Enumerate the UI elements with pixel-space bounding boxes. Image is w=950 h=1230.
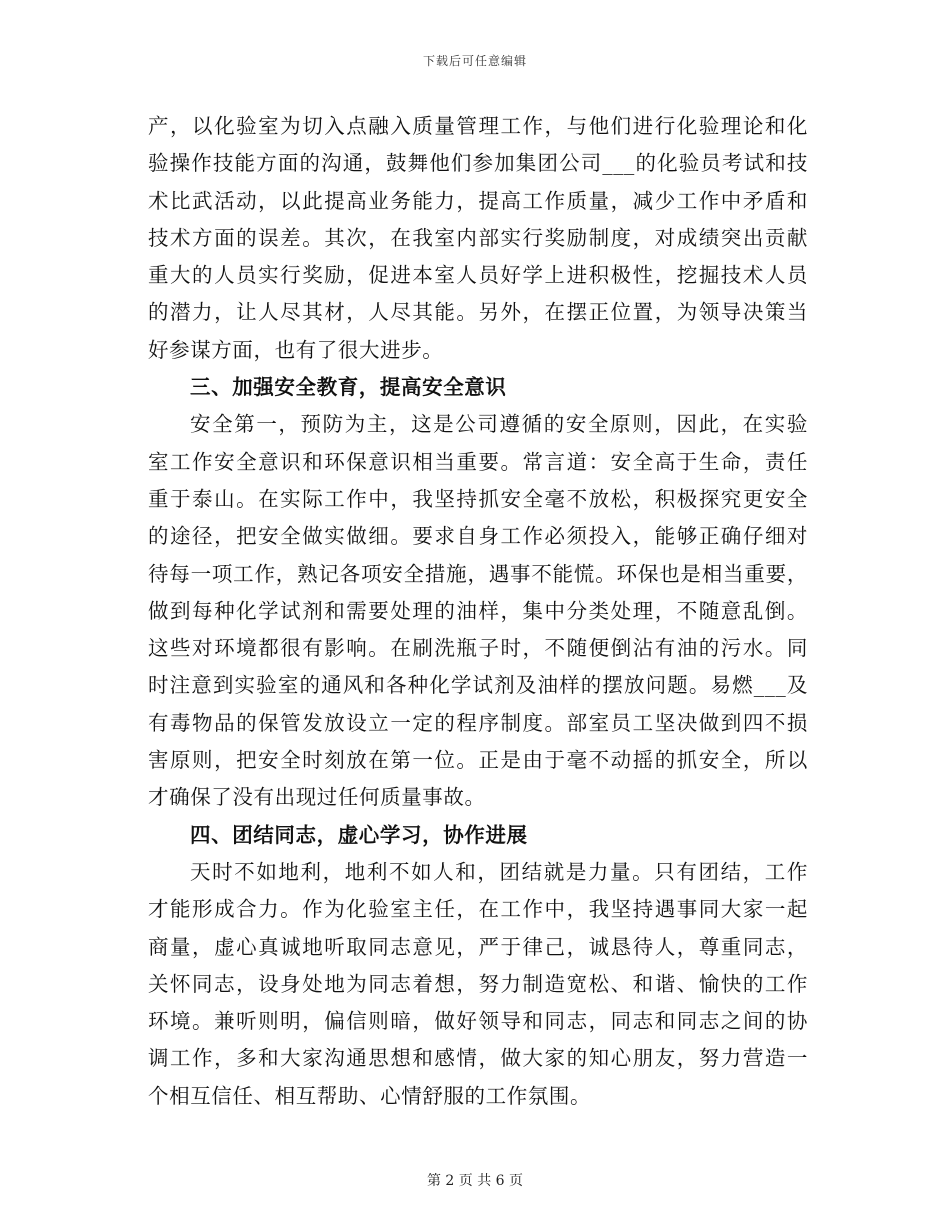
paragraph-line: 商量，虚心真诚地听取同志意见，严于律己，诚恳待人，尊重同志， bbox=[148, 934, 808, 959]
paragraph-line: 时注意到实验室的通风和各种化学试剂及油样的摆放问题。易燃___及 bbox=[148, 673, 808, 698]
page-footer: 第 2 页 共 6 页 bbox=[426, 1173, 524, 1189]
paragraph-line: 天时不如地利，地利不如人和，团结就是力量。只有团结，工作 bbox=[190, 859, 808, 884]
paragraph-line: 的潜力，让人尽其材，人尽其能。另外，在摆正位置，为领导决策当 bbox=[148, 300, 808, 325]
paragraph-line: 安全第一，预防为主，这是公司遵循的安全原则，因此，在实验 bbox=[190, 412, 808, 437]
paragraph-line: 环境。兼听则明，偏信则暗，做好领导和同志，同志和同志之间的协 bbox=[148, 1009, 808, 1034]
paragraph-line: 关怀同志，设身处地为同志着想，努力制造宽松、和谐、愉快的工作 bbox=[148, 971, 808, 996]
paragraph-line: 这些对环境都很有影响。在刷洗瓶子时，不随便倒沾有油的污水。同 bbox=[148, 636, 808, 661]
paragraph-line: 术比武活动，以此提高业务能力，提高工作质量，减少工作中矛盾和 bbox=[148, 188, 808, 213]
paragraph-line: 才能形成合力。作为化验室主任，在工作中，我坚持遇事同大家一起 bbox=[148, 897, 808, 922]
paragraph-line: 验操作技能方面的沟通，鼓舞他们参加集团公司___的化验员考试和技 bbox=[148, 151, 808, 176]
paragraph-line: 产，以化验室为切入点融入质量管理工作，与他们进行化验理论和化 bbox=[148, 114, 808, 138]
section-heading: 四、团结同志，虚心学习，协作进展 bbox=[190, 822, 528, 847]
paragraph-line: 个相互信任、相互帮助、心情舒服的工作氛围。 bbox=[148, 1083, 592, 1108]
paragraph-line: 做到每种化学试剂和需要处理的油样，集中分类处理，不随意乱倒。 bbox=[148, 598, 808, 623]
paragraph-line: 才确保了没有出现过任何质量事故。 bbox=[148, 785, 486, 810]
paragraph-line: 室工作安全意识和环保意识相当重要。常言道：安全高于生命，责任 bbox=[148, 449, 808, 474]
paragraph-line: 重于泰山。在实际工作中，我坚持抓安全毫不放松，积极探究更安全 bbox=[148, 486, 808, 511]
paragraph-line: 重大的人员实行奖励，促进本室人员好学上进积极性，挖掘技术人员 bbox=[148, 263, 808, 288]
paragraph-line: 待每一项工作，熟记各项安全措施，遇事不能慌。环保也是相当重要， bbox=[148, 561, 808, 586]
paragraph-line: 调工作，多和大家沟通思想和感情，做大家的知心朋友，努力营造一 bbox=[148, 1046, 808, 1071]
paragraph-line: 技术方面的误差。其次，在我室内部实行奖励制度，对成绩突出贡献 bbox=[148, 225, 808, 250]
paragraph-line: 的途径，把安全做实做细。要求自身工作必须投入，能够正确仔细对 bbox=[148, 524, 808, 549]
document-body bbox=[148, 108, 808, 1115]
page-header: 下载后可任意编辑 bbox=[422, 54, 527, 68]
paragraph-line: 有毒物品的保管发放设立一定的程序制度。部室员工坚决做到四不损 bbox=[148, 710, 808, 735]
paragraph-line: 好参谋方面，也有了很大进步。 bbox=[148, 337, 444, 362]
section-heading: 三、加强安全教育，提高安全意识 bbox=[190, 375, 507, 400]
paragraph-line: 害原则，把安全时刻放在第一位。正是由于毫不动摇的抓安全，所以 bbox=[148, 748, 808, 773]
